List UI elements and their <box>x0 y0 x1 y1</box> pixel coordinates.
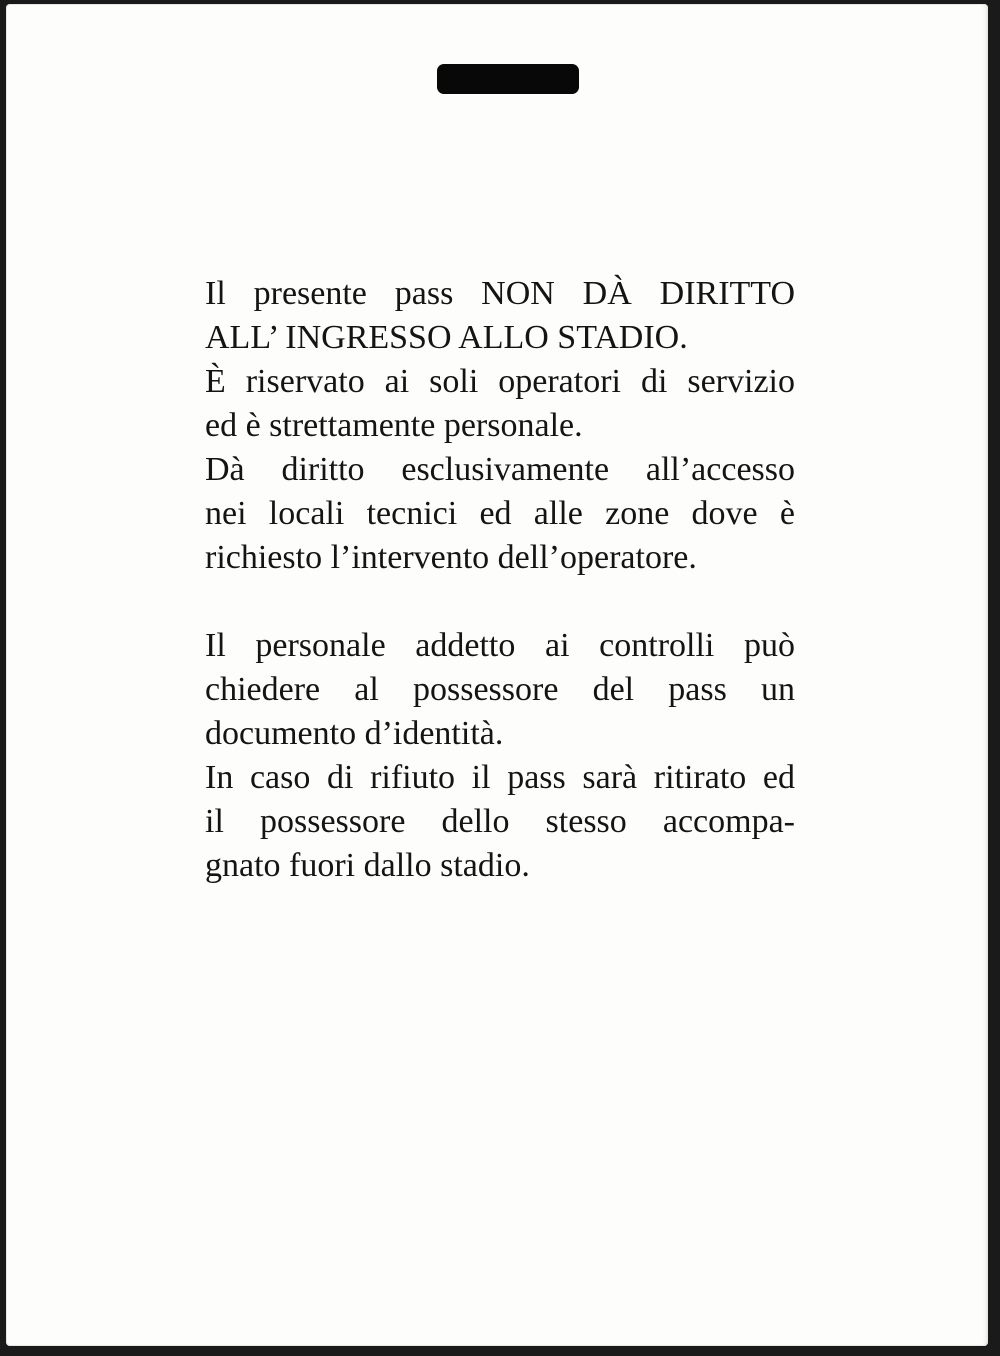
terms-line: Il presente pass NON DÀ DIRITTO <box>205 275 795 312</box>
controls-line: documento d’identità. <box>205 715 504 752</box>
terms-line: Dà diritto esclusivamente all’accesso <box>205 451 795 488</box>
controls-line: chiedere al possessore del pass un <box>205 671 795 708</box>
paragraph-gap <box>205 580 795 624</box>
pass-card <box>6 4 988 1346</box>
terms-line: nei locali tecnici ed alle zone dove è <box>205 495 795 532</box>
controls-line: gnato fuori dallo stadio. <box>205 847 530 884</box>
controls-line: In caso di rifiuto il pass sarà ritirato ed <box>205 759 795 796</box>
terms-line: È riservato ai soli operatori di servizio <box>205 363 795 400</box>
terms-line: ed è strettamente personale. <box>205 407 583 444</box>
controls-line: Il personale addetto ai controlli può <box>205 627 795 664</box>
lanyard-slot <box>437 64 579 94</box>
controls-line: il possessore dello stesso accompa- <box>205 803 795 840</box>
terms-line: ALL’ INGRESSO ALLO STADIO. <box>205 319 688 356</box>
terms-line: richiesto l’intervento dell’operatore. <box>205 539 697 576</box>
pass-terms <box>205 272 795 888</box>
